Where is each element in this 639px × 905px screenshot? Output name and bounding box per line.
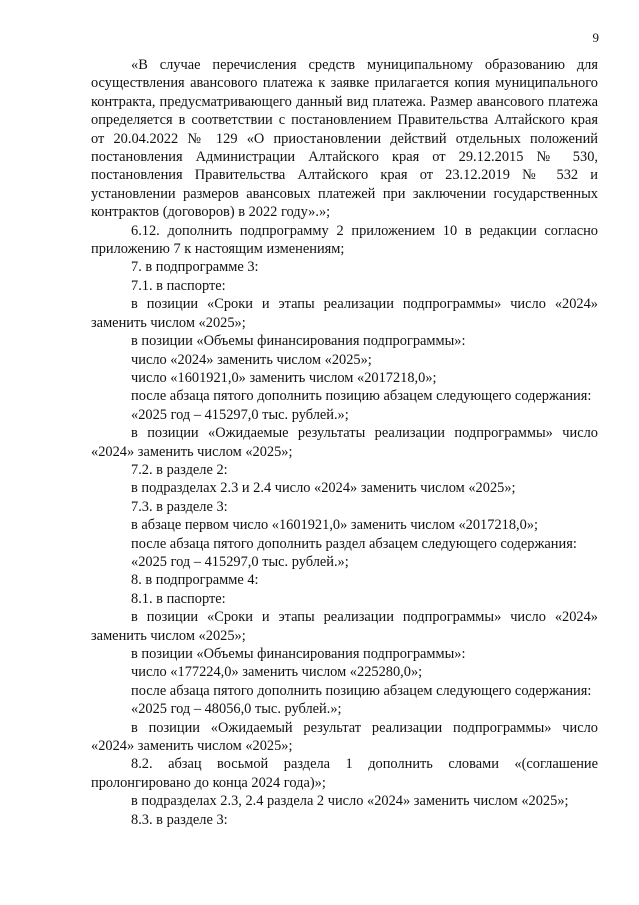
document-body	[91, 56, 598, 829]
paragraph: в позиции «Ожидаемые результаты реализации подпрограммы» число «2024» заменить числом «2025»;	[91, 425, 598, 460]
paragraph: 6.12. дополнить подпрограмму 2 приложением 10 в редакции согласно приложению 7 к настоящим изменениям;	[91, 222, 598, 258]
paragraph: 7.1. в паспорте:	[131, 277, 226, 294]
paragraph: «В случае перечисления средств муниципальному образованию для осуществления авансового платежа к заявке прилагается копия муниципального контракта, предусматривающего данный вид платежа. Размер авансового платежа определяется в соответствии с постановлением Правительства Алтайского края от 20.04.2022 № 129 «О приостановлении действий отдельных положений постановления Администрации Алтайского края от 29.12.2015 № 530, постановления Правительства Алтайского края от 23.12.2019 № 532 и установлении размеров авансовых платежей при заключении государственных контрактов (договоров) в 2022 году».»;	[91, 57, 598, 221]
page-number: 9	[592, 30, 599, 45]
paragraph: «2025 год – 415297,0 тыс. рублей.»;	[131, 553, 349, 570]
paragraph: после абзаца пятого дополнить раздел абзацем следующего содержания:	[131, 535, 577, 552]
paragraph: «2025 год – 48056,0 тыс. рублей.»;	[131, 701, 342, 718]
paragraph: в подразделах 2.3 и 2.4 число «2024» заменить числом «2025»;	[131, 480, 516, 497]
paragraph: 7.3. в разделе 3:	[131, 498, 228, 515]
paragraph: 8. в подпрограмме 4:	[131, 572, 259, 589]
paragraph: 7.2. в разделе 2:	[131, 461, 228, 478]
paragraph: в позиции «Сроки и этапы реализации подпрограммы» число «2024» заменить числом «2025»;	[91, 609, 598, 644]
paragraph: число «2024» заменить числом «2025»;	[131, 351, 372, 368]
paragraph: «2025 год – 415297,0 тыс. рублей.»;	[131, 406, 349, 423]
paragraph: в позиции «Объемы финансирования подпрограммы»:	[131, 646, 466, 662]
paragraph: в подразделах 2.3, 2.4 раздела 2 число «2024» заменить числом «2025»;	[131, 793, 569, 810]
paragraph: число «1601921,0» заменить числом «2017218,0»;	[131, 369, 437, 386]
paragraph: в позиции «Объемы финансирования подпрограммы»:	[131, 333, 466, 350]
paragraph: в абзаце первом число «1601921,0» заменить числом «2017218,0»;	[131, 517, 539, 534]
paragraph: 8.3. в разделе 3:	[131, 811, 228, 828]
paragraph: 8.1. в паспорте:	[131, 590, 226, 607]
paragraph: после абзаца пятого дополнить позицию абзацем следующего содержания:	[131, 388, 592, 405]
paragraph: после абзаца пятого дополнить позицию абзацем следующего содержания:	[131, 682, 592, 699]
paragraph: в позиции «Сроки и этапы реализации подпрограммы» число «2024» заменить числом «2025»;	[91, 296, 598, 331]
paragraph: 8.2. абзац восьмой раздела 1 дополнить словами «(соглашение пролонгировано до конца 2024 года)»;	[91, 756, 598, 791]
paragraph: число «177224,0» заменить числом «225280,0»;	[131, 664, 423, 681]
paragraph: в позиции «Ожидаемый результат реализации подпрограммы» число «2024» заменить числом «2025»;	[91, 719, 598, 755]
paragraph: 7. в подпрограмме 3:	[131, 259, 259, 276]
